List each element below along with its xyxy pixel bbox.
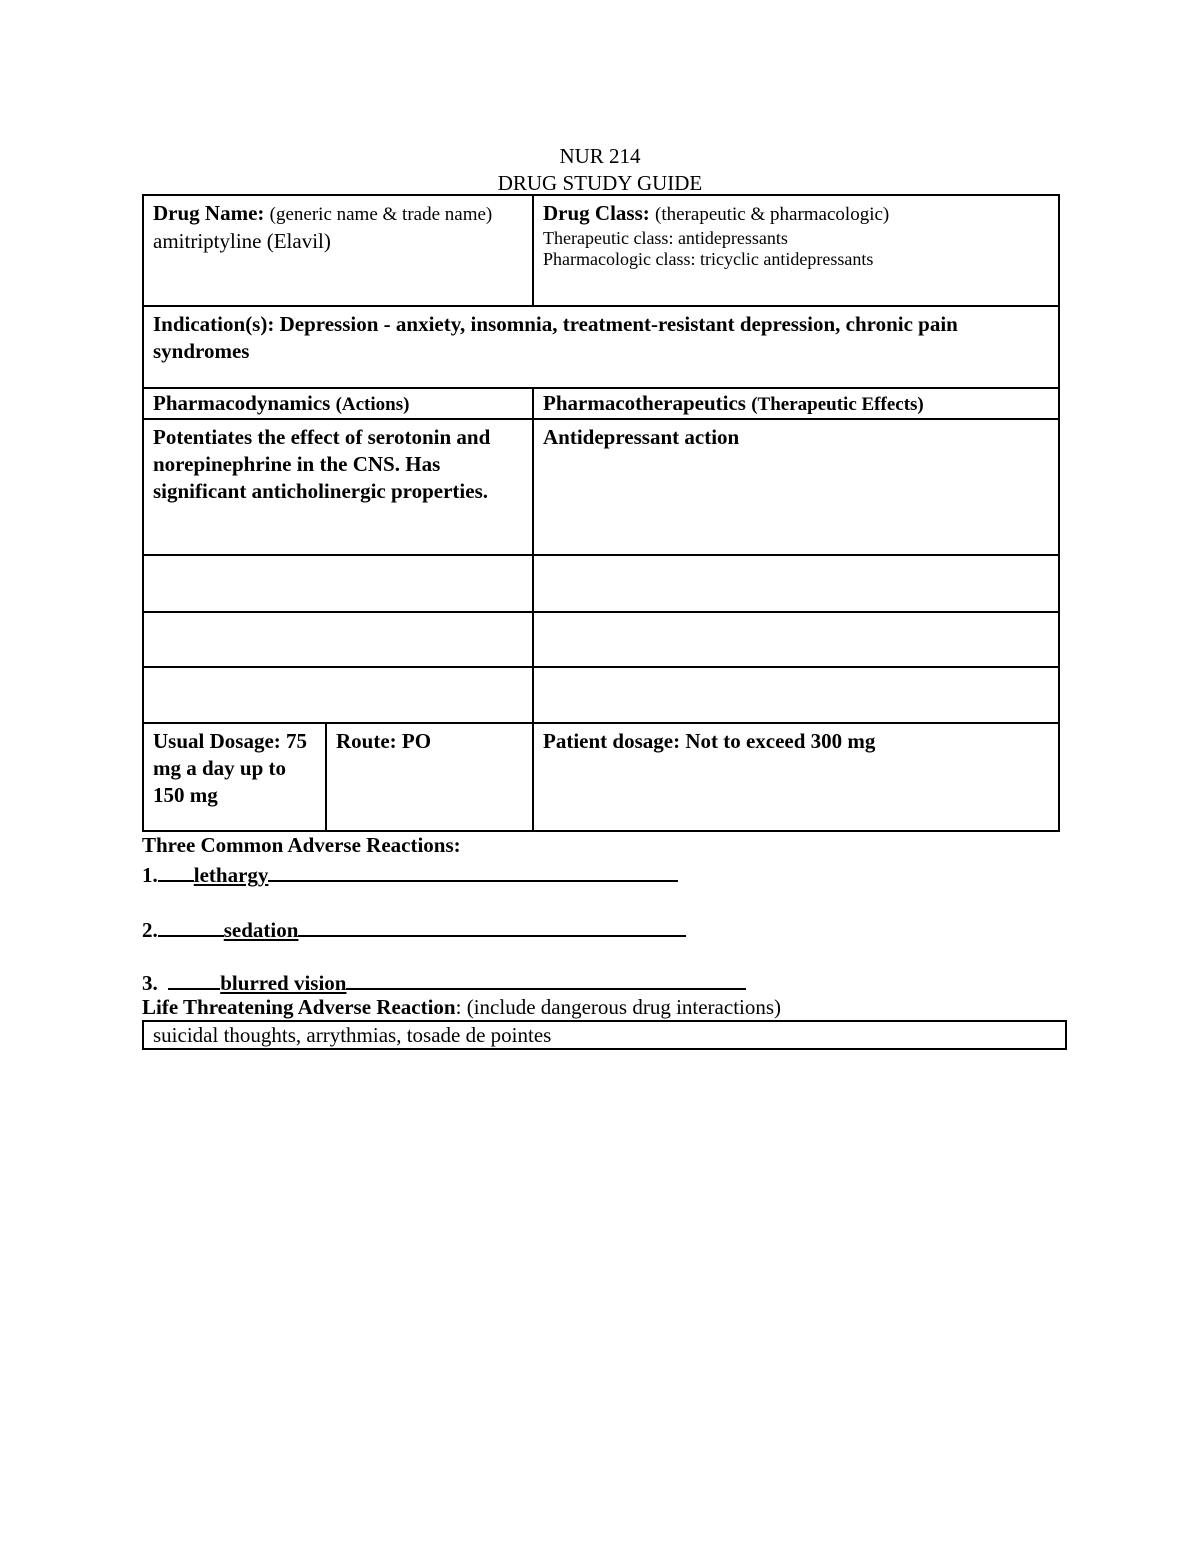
- empty-cell: [533, 667, 1059, 723]
- drug-class-cell: [533, 195, 1059, 306]
- table-row: [143, 667, 1059, 723]
- route-cell: Route: PO: [326, 723, 533, 831]
- pharmacodynamics-value: Potentiates the effect of serotonin and norepinephrine in the CNS. Has significant anticholinergic properties.: [143, 419, 533, 555]
- indications-cell: [143, 306, 1059, 388]
- empty-cell: [533, 612, 1059, 667]
- adverse-reaction-item: [142, 967, 746, 996]
- empty-cell: [533, 555, 1059, 612]
- life-threatening-hint: : (include dangerous drug interactions): [455, 995, 782, 1019]
- pharmacodynamics-label: Pharmacodynamics: [153, 391, 331, 415]
- course-number: NUR 214: [559, 144, 641, 168]
- empty-cell: [143, 555, 533, 612]
- life-threatening-heading: [142, 994, 781, 1020]
- drug-name-hint: (generic name & trade name): [269, 204, 493, 225]
- blank-line: [158, 914, 224, 937]
- life-threatening-value: suicidal thoughts, arrythmias, tosade de pointes: [142, 1020, 1067, 1050]
- drug-name-cell: [143, 195, 533, 306]
- adverse-reactions-heading: Three Common Adverse Reactions:: [142, 833, 461, 857]
- table-row: [143, 419, 1059, 555]
- pharmacotherapeutics-label: Pharmacotherapeutics: [543, 391, 746, 415]
- adverse-reaction-item: [142, 914, 686, 943]
- blank-line: [168, 967, 220, 990]
- drug-name-value: amitriptyline (Elavil): [153, 229, 331, 253]
- table-row: [143, 195, 1059, 306]
- therapeutic-class: Therapeutic class: antidepressants: [543, 228, 788, 248]
- pharmacotherapeutics-header: [533, 388, 1059, 419]
- pharmacodynamics-hint: (Actions): [335, 394, 410, 415]
- empty-cell: [143, 612, 533, 667]
- adverse-reaction-value: blurred vision: [220, 971, 347, 995]
- blank-line: [298, 914, 686, 937]
- pharmacotherapeutics-hint: (Therapeutic Effects): [751, 394, 924, 415]
- adverse-reaction-item: [142, 859, 678, 888]
- item-number: 1.: [142, 863, 158, 887]
- adverse-reaction-value: sedation: [223, 918, 299, 942]
- item-number: 2.: [142, 918, 158, 942]
- table-row: [143, 306, 1059, 388]
- life-threatening-label: Life Threatening Adverse Reaction: [142, 995, 456, 1019]
- table-row: [143, 612, 1059, 667]
- indications-label: Indication(s):: [153, 312, 275, 336]
- drug-class-label: Drug Class:: [543, 201, 650, 225]
- blank-line: [268, 859, 678, 882]
- item-number: 3.: [142, 971, 163, 995]
- empty-cell: [143, 667, 533, 723]
- pharmacologic-class: Pharmacologic class: tricyclic antidepressants: [543, 249, 874, 269]
- pharmacotherapeutics-value: Antidepressant action: [533, 419, 1059, 555]
- drug-name-label: Drug Name:: [153, 201, 265, 225]
- drug-class-hint: (therapeutic & pharmacologic): [655, 204, 890, 225]
- table-row: [143, 723, 1059, 831]
- indications-value: Depression - anxiety, insomnia, treatment-resistant depression, chronic pain syndromes: [153, 312, 958, 363]
- drug-study-table: [142, 194, 1060, 832]
- patient-dosage-cell: Patient dosage: Not to exceed 300 mg: [533, 723, 1059, 831]
- table-row: [143, 555, 1059, 612]
- pharmacodynamics-header: [143, 388, 533, 419]
- usual-dosage-cell: Usual Dosage: 75 mg a day up to 150 mg: [143, 723, 326, 831]
- adverse-reaction-value: lethargy: [193, 863, 269, 887]
- blank-line: [158, 859, 194, 882]
- table-row: [143, 388, 1059, 419]
- blank-line: [346, 967, 746, 990]
- page-title: DRUG STUDY GUIDE: [497, 171, 703, 195]
